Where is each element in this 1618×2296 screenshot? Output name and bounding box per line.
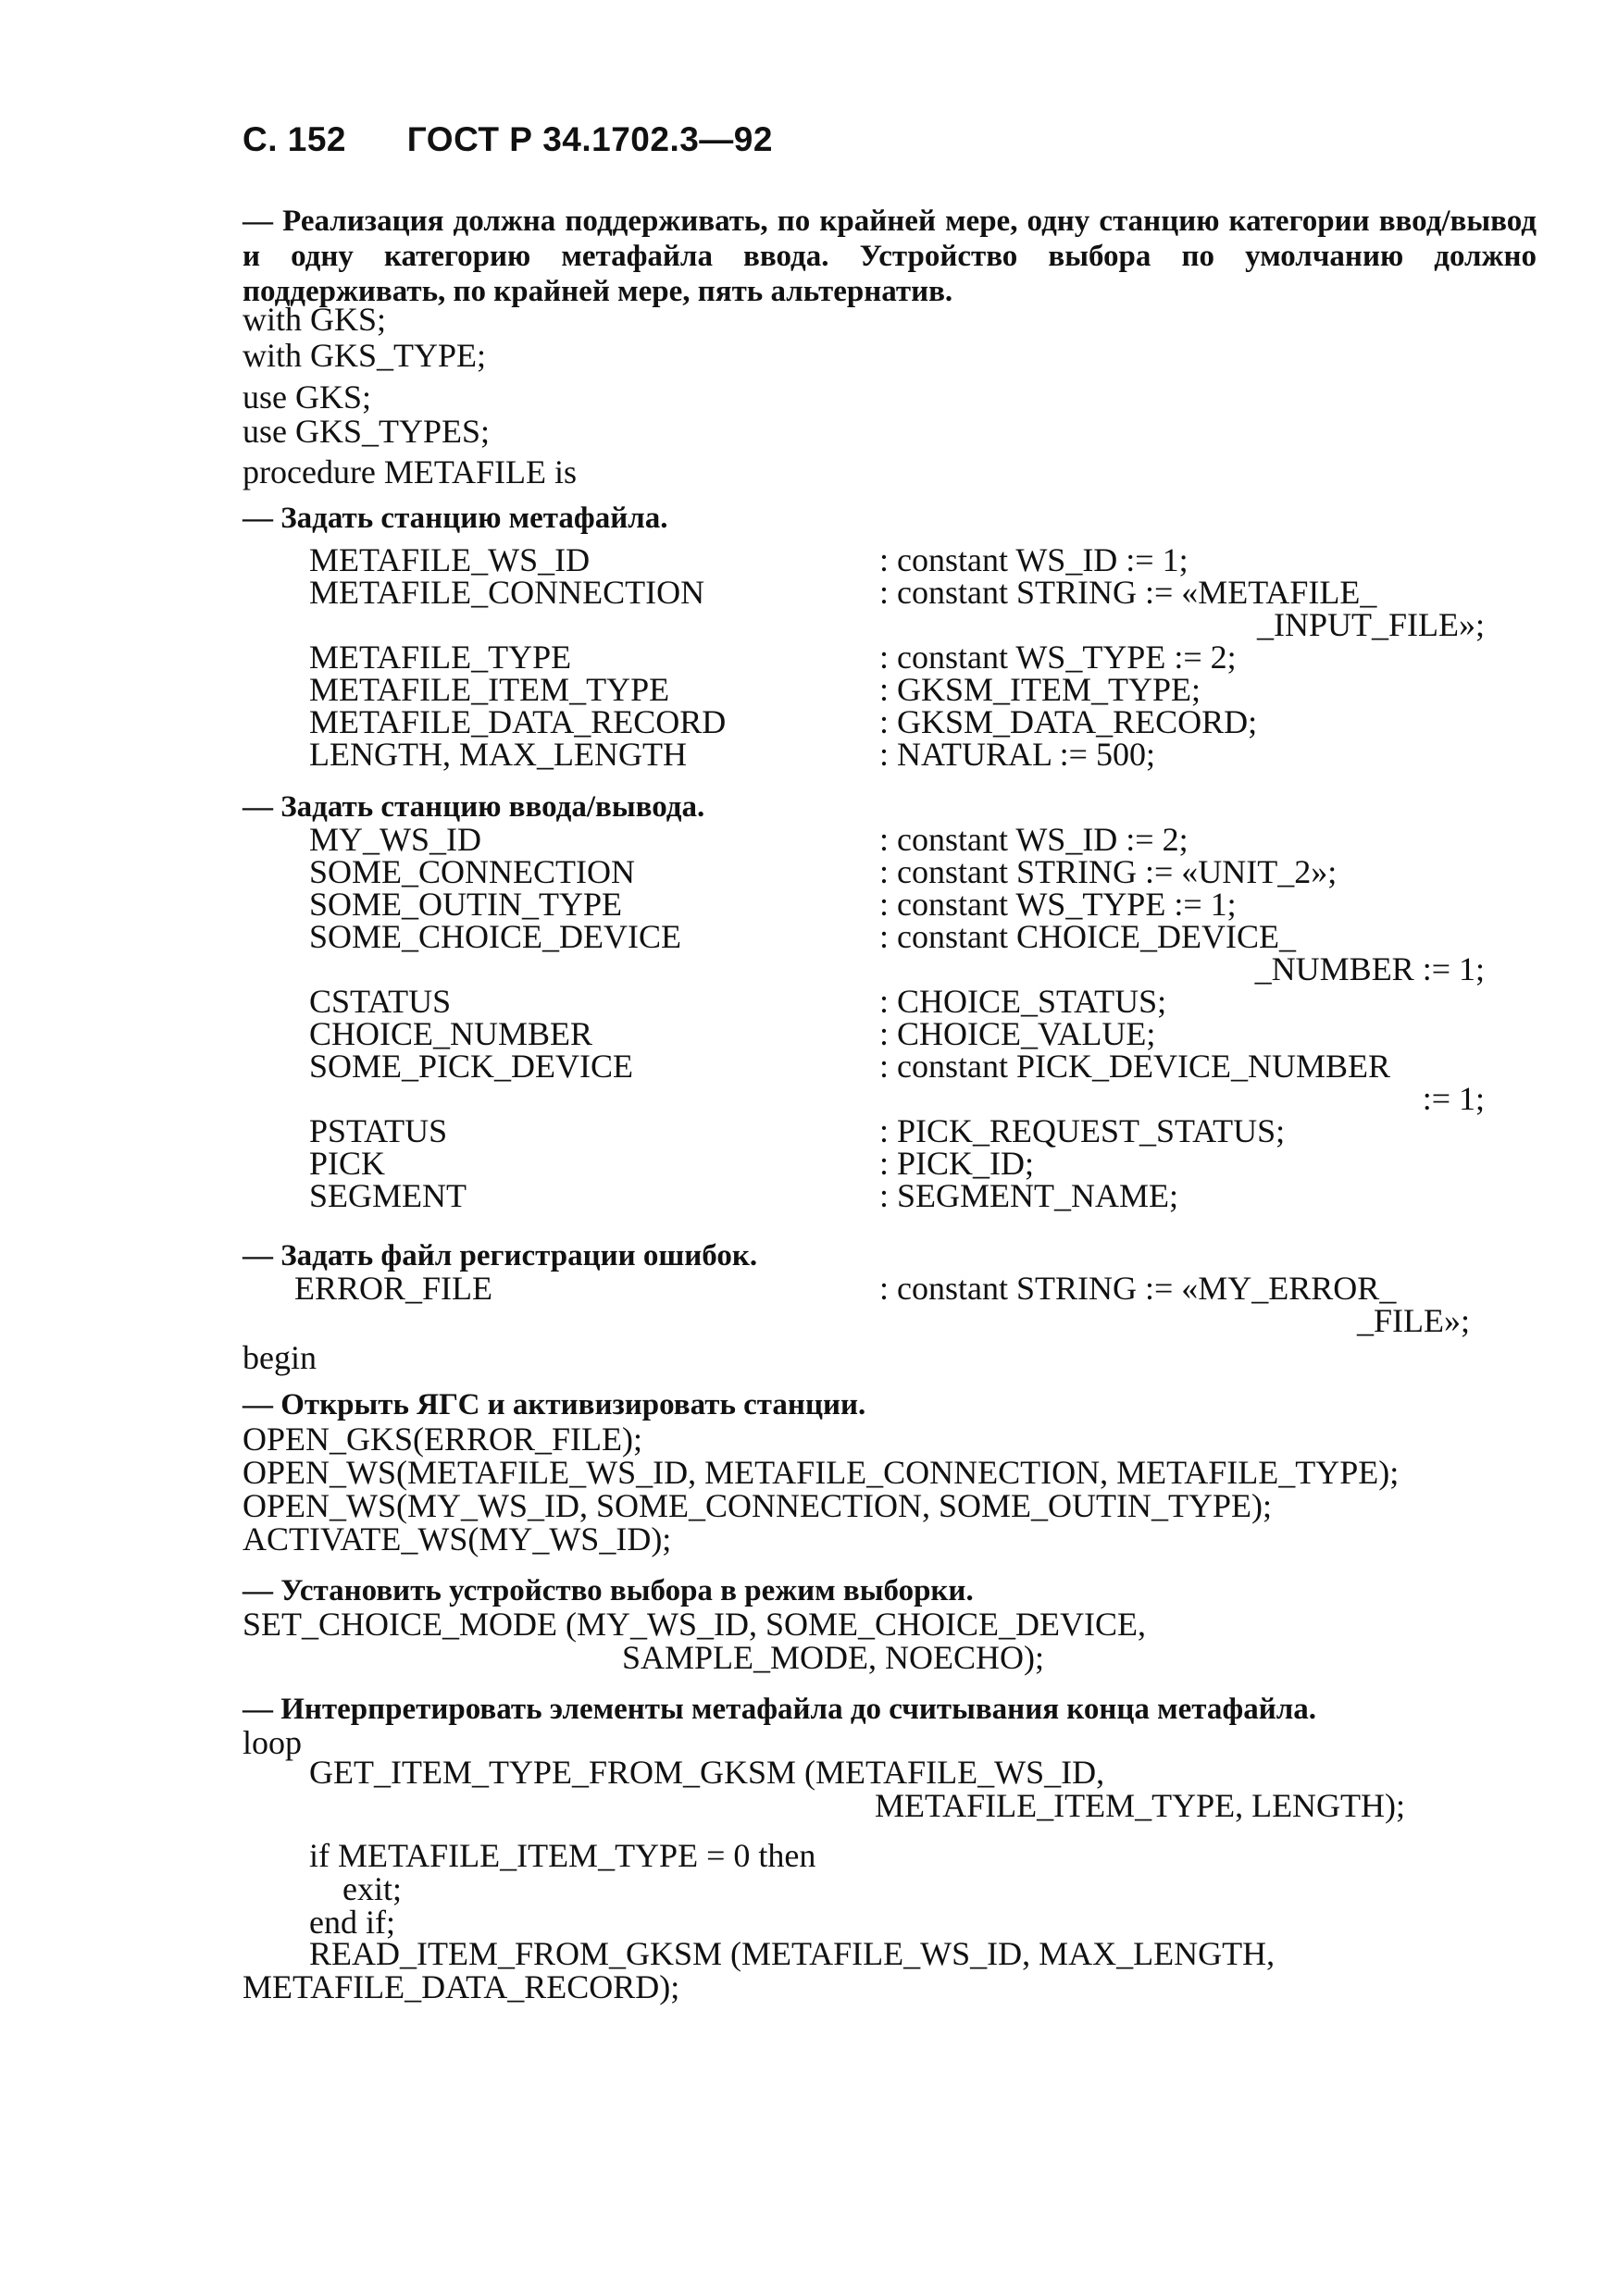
code-line: METAFILE_DATA_RECORD); [243,1968,680,2005]
declaration-name: METAFILE_DATA_RECORD [309,703,727,740]
declaration-row [309,671,1522,708]
code-line: with GKS; [243,301,387,338]
declaration-type: : CHOICE_VALUE; [879,1015,1156,1052]
declaration-row [309,641,1522,674]
code-comment: — Задать станцию метафайла. [243,502,668,535]
declaration-row [309,1177,1522,1214]
code-line: with GKS_TYPE; [243,337,487,374]
intro-paragraph: — Реализация должна поддерживать, по крайней мере, одну станцию категории ввод/вывод и одну категорию метафайла ввода. Устройство выбора по умолчанию должно поддерживать, по крайней мере, пять альтернатив. [243,205,1537,308]
code-line: OPEN_WS(MY_WS_ID, SOME_CONNECTION, SOME_OUTIN_TYPE); [243,1487,1272,1524]
declaration-name: ERROR_FILE [294,1270,493,1307]
io-declarations [309,821,1522,1214]
declaration-type: : PICK_ID; [879,1145,1035,1182]
declaration-row [309,983,1522,1020]
code-line: begin [243,1339,317,1376]
declaration-type: : CHOICE_STATUS; [879,983,1167,1020]
declaration-type: : constant WS_TYPE := 2; [879,639,1237,676]
code-line: OPEN_WS(METAFILE_WS_ID, METAFILE_CONNECTION, METAFILE_TYPE); [243,1454,1400,1491]
declaration-name: SOME_PICK_DEVICE [309,1048,634,1085]
declaration-type: : NATURAL := 500; [879,736,1155,773]
code-line: loop [243,1724,303,1761]
declaration-name: LENGTH, MAX_LENGTH [309,736,687,773]
declaration-row [309,950,1522,987]
code-line: GET_ITEM_TYPE_FROM_GKSM (METAFILE_WS_ID, [309,1754,1105,1791]
declaration-row [309,821,1522,858]
code-line: ACTIVATE_WS(MY_WS_ID); [243,1520,672,1558]
declaration-type: : constant PICK_DEVICE_NUMBER [879,1048,1390,1085]
declaration-type: : constant WS_TYPE := 1; [879,886,1237,923]
code-line: exit; [342,1870,402,1907]
declaration-row [309,574,1522,611]
declaration-name: SEGMENT [309,1177,467,1214]
declaration-row [309,703,1522,740]
declaration-row [294,1302,1507,1339]
declaration-type: : PICK_REQUEST_STATUS; [879,1112,1286,1149]
declaration-row [309,1145,1522,1182]
standard-id: ГОСТ Р 34.1702.3—92 [406,120,773,158]
declaration-row [309,1112,1522,1149]
declaration-continuation: _FILE»; [1357,1302,1470,1339]
declaration-name: METAFILE_TYPE [309,639,572,676]
declaration-name: METAFILE_ITEM_TYPE [309,671,670,708]
declaration-row [309,1015,1522,1052]
declaration-type: : constant STRING := «METAFILE_ [879,574,1377,611]
declaration-name: METAFILE_WS_ID [309,541,591,578]
declaration-type: : constant WS_ID := 2; [879,821,1189,858]
declaration-name: CHOICE_NUMBER [309,1015,593,1052]
declaration-name: MY_WS_ID [309,821,481,858]
declaration-name: CSTATUS [309,983,452,1020]
declaration-type: : constant STRING := «UNIT_2»; [879,853,1338,890]
code-line: SAMPLE_MODE, NOECHO); [622,1639,1045,1676]
declaration-row [294,1272,1507,1305]
declaration-row [309,738,1522,771]
declaration-type: : constant CHOICE_DEVICE_ [879,918,1296,955]
declaration-name: METAFILE_CONNECTION [309,574,705,611]
code-line: procedure METAFILE is [243,453,578,490]
declaration-row [309,541,1522,578]
code-line: use GKS_TYPES; [243,413,491,450]
declaration-type: : GKSM_ITEM_TYPE; [879,671,1201,708]
declaration-name: SOME_OUTIN_TYPE [309,886,622,923]
page-header [243,120,773,159]
declaration-continuation: _NUMBER := 1; [1254,950,1485,987]
comment-io-station: — Задать станцию ввода/вывода. [243,790,705,824]
error-file-declaration [294,1272,1507,1337]
code-line: METAFILE_ITEM_TYPE, LENGTH); [875,1787,1406,1824]
declaration-type: : constant WS_ID := 1; [879,541,1189,578]
metafile-declarations [309,541,1522,773]
code-comment: — Установить устройство выбора в режим выборки. [243,1574,974,1607]
code-line: OPEN_GKS(ERROR_FILE); [243,1421,643,1458]
code-line: use GKS; [243,379,372,416]
declaration-row [309,918,1522,955]
declaration-name: PSTATUS [309,1112,448,1149]
declaration-name: SOME_CONNECTION [309,853,636,890]
code-comment: — Открыть ЯГС и активизировать станции. [243,1388,866,1421]
declaration-type: : GKSM_DATA_RECORD; [879,703,1258,740]
declaration-row [309,853,1522,890]
code-line: SET_CHOICE_MODE (MY_WS_ID, SOME_CHOICE_DEVICE, [243,1606,1146,1643]
code-line: end if; [309,1904,395,1941]
declaration-row [309,888,1522,921]
declaration-row [309,606,1522,643]
comment-error-file: — Задать файл регистрации ошибок. [243,1239,758,1272]
declaration-name: PICK [309,1145,386,1182]
declaration-row [309,1050,1522,1083]
page-number: С. 152 [243,120,347,158]
code-line: READ_ITEM_FROM_GKSM (METAFILE_WS_ID, MAX_LENGTH, [309,1935,1276,1972]
declaration-type: : SEGMENT_NAME; [879,1177,1178,1214]
code-line: if METAFILE_ITEM_TYPE = 0 then [309,1837,816,1874]
declaration-continuation: := 1; [1422,1080,1485,1117]
declaration-continuation: _INPUT_FILE»; [1257,606,1485,643]
declaration-name: SOME_CHOICE_DEVICE [309,918,681,955]
declaration-row [309,1080,1522,1117]
declaration-type: : constant STRING := «MY_ERROR_ [879,1270,1397,1307]
code-comment: — Интерпретировать элементы метафайла до считывания конца метафайла. [243,1693,1317,1726]
